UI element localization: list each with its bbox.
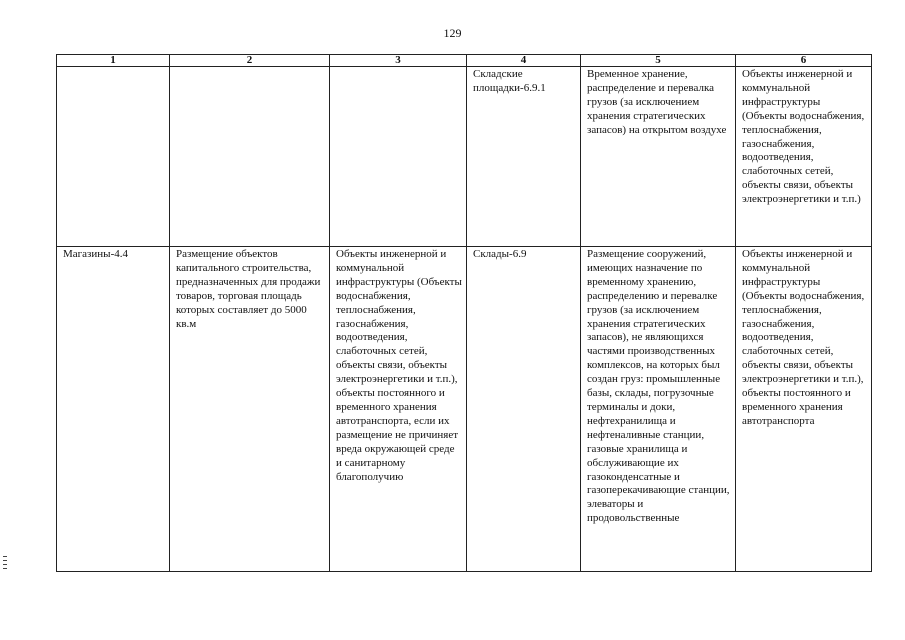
- margin-tick: [3, 560, 7, 561]
- column-header-3: 3: [330, 55, 467, 67]
- table-cell: Объекты инженерной и коммунальной инфраструктуры (Объекты водоснабжения, теплоснабжения, газоснабжения, водоотведения, слаботочных сетей, объекты связи, объекты электроэнергетики и т.п.), объекты постоянного и временного хранения автотранспорта: [736, 247, 872, 572]
- table-cell: [57, 67, 170, 247]
- table-cell: Магазины-4.4: [57, 247, 170, 572]
- table-cell: Склады-6.9: [467, 247, 581, 572]
- column-header-4: 4: [467, 55, 581, 67]
- zoning-table: [56, 54, 872, 572]
- column-header-5: 5: [581, 55, 736, 67]
- scan-margin-marks: [3, 556, 7, 572]
- column-header-6: 6: [736, 55, 872, 67]
- table-cell: [170, 67, 330, 247]
- table-cell: Временное хранение, распределение и перевалка грузов (за исключением хранения стратегических запасов) на открытом воздухе: [581, 67, 736, 247]
- table-cell: Складские площадки-6.9.1: [467, 67, 581, 247]
- margin-tick: [3, 568, 7, 569]
- margin-tick: [3, 556, 7, 557]
- table-header-row: [57, 55, 872, 67]
- table-row: [57, 247, 872, 572]
- column-header-1: 1: [57, 55, 170, 67]
- table-row: [57, 67, 872, 247]
- table-cell: Объекты инженерной и коммунальной инфраструктуры (Объекты водоснабжения, теплоснабжения, газоснабжения, водоотведения, слаботочных сетей, объекты связи, объекты электроэнергетики и т.п.): [736, 67, 872, 247]
- table-cell: Размещение сооружений, имеющих назначение по временному хранению, распределению и перевалке грузов (за исключением хранения стратегических запасов), не являющихся частями производственных комплексов, на которых был создан груз: промышленные базы, склады, погрузочные терминалы и доки, нефтехранилища и нефтеналивные станции, газовые хранилища и обслуживающие их газоконденсатные и газоперекачивающие станции, элеваторы и продовольственные: [581, 247, 736, 572]
- table-cell: Размещение объектов капитального строительства, предназначенных для продажи товаров, торговая площадь которых составляет до 5000 кв.м: [170, 247, 330, 572]
- column-header-2: 2: [170, 55, 330, 67]
- margin-tick: [3, 564, 7, 565]
- table-cell: Объекты инженерной и коммунальной инфраструктуры (Объекты водоснабжения, теплоснабжения, газоснабжения, водоотведения, слаботочных сетей, объекты связи, объекты электроэнергетики и т.п.), объекты постоянного и временного хранения автотранспорта, если их размещение не причиняет вреда окружающей среде и санитарному благополучию: [330, 247, 467, 572]
- page-number: 129: [443, 26, 462, 40]
- table-cell: [330, 67, 467, 247]
